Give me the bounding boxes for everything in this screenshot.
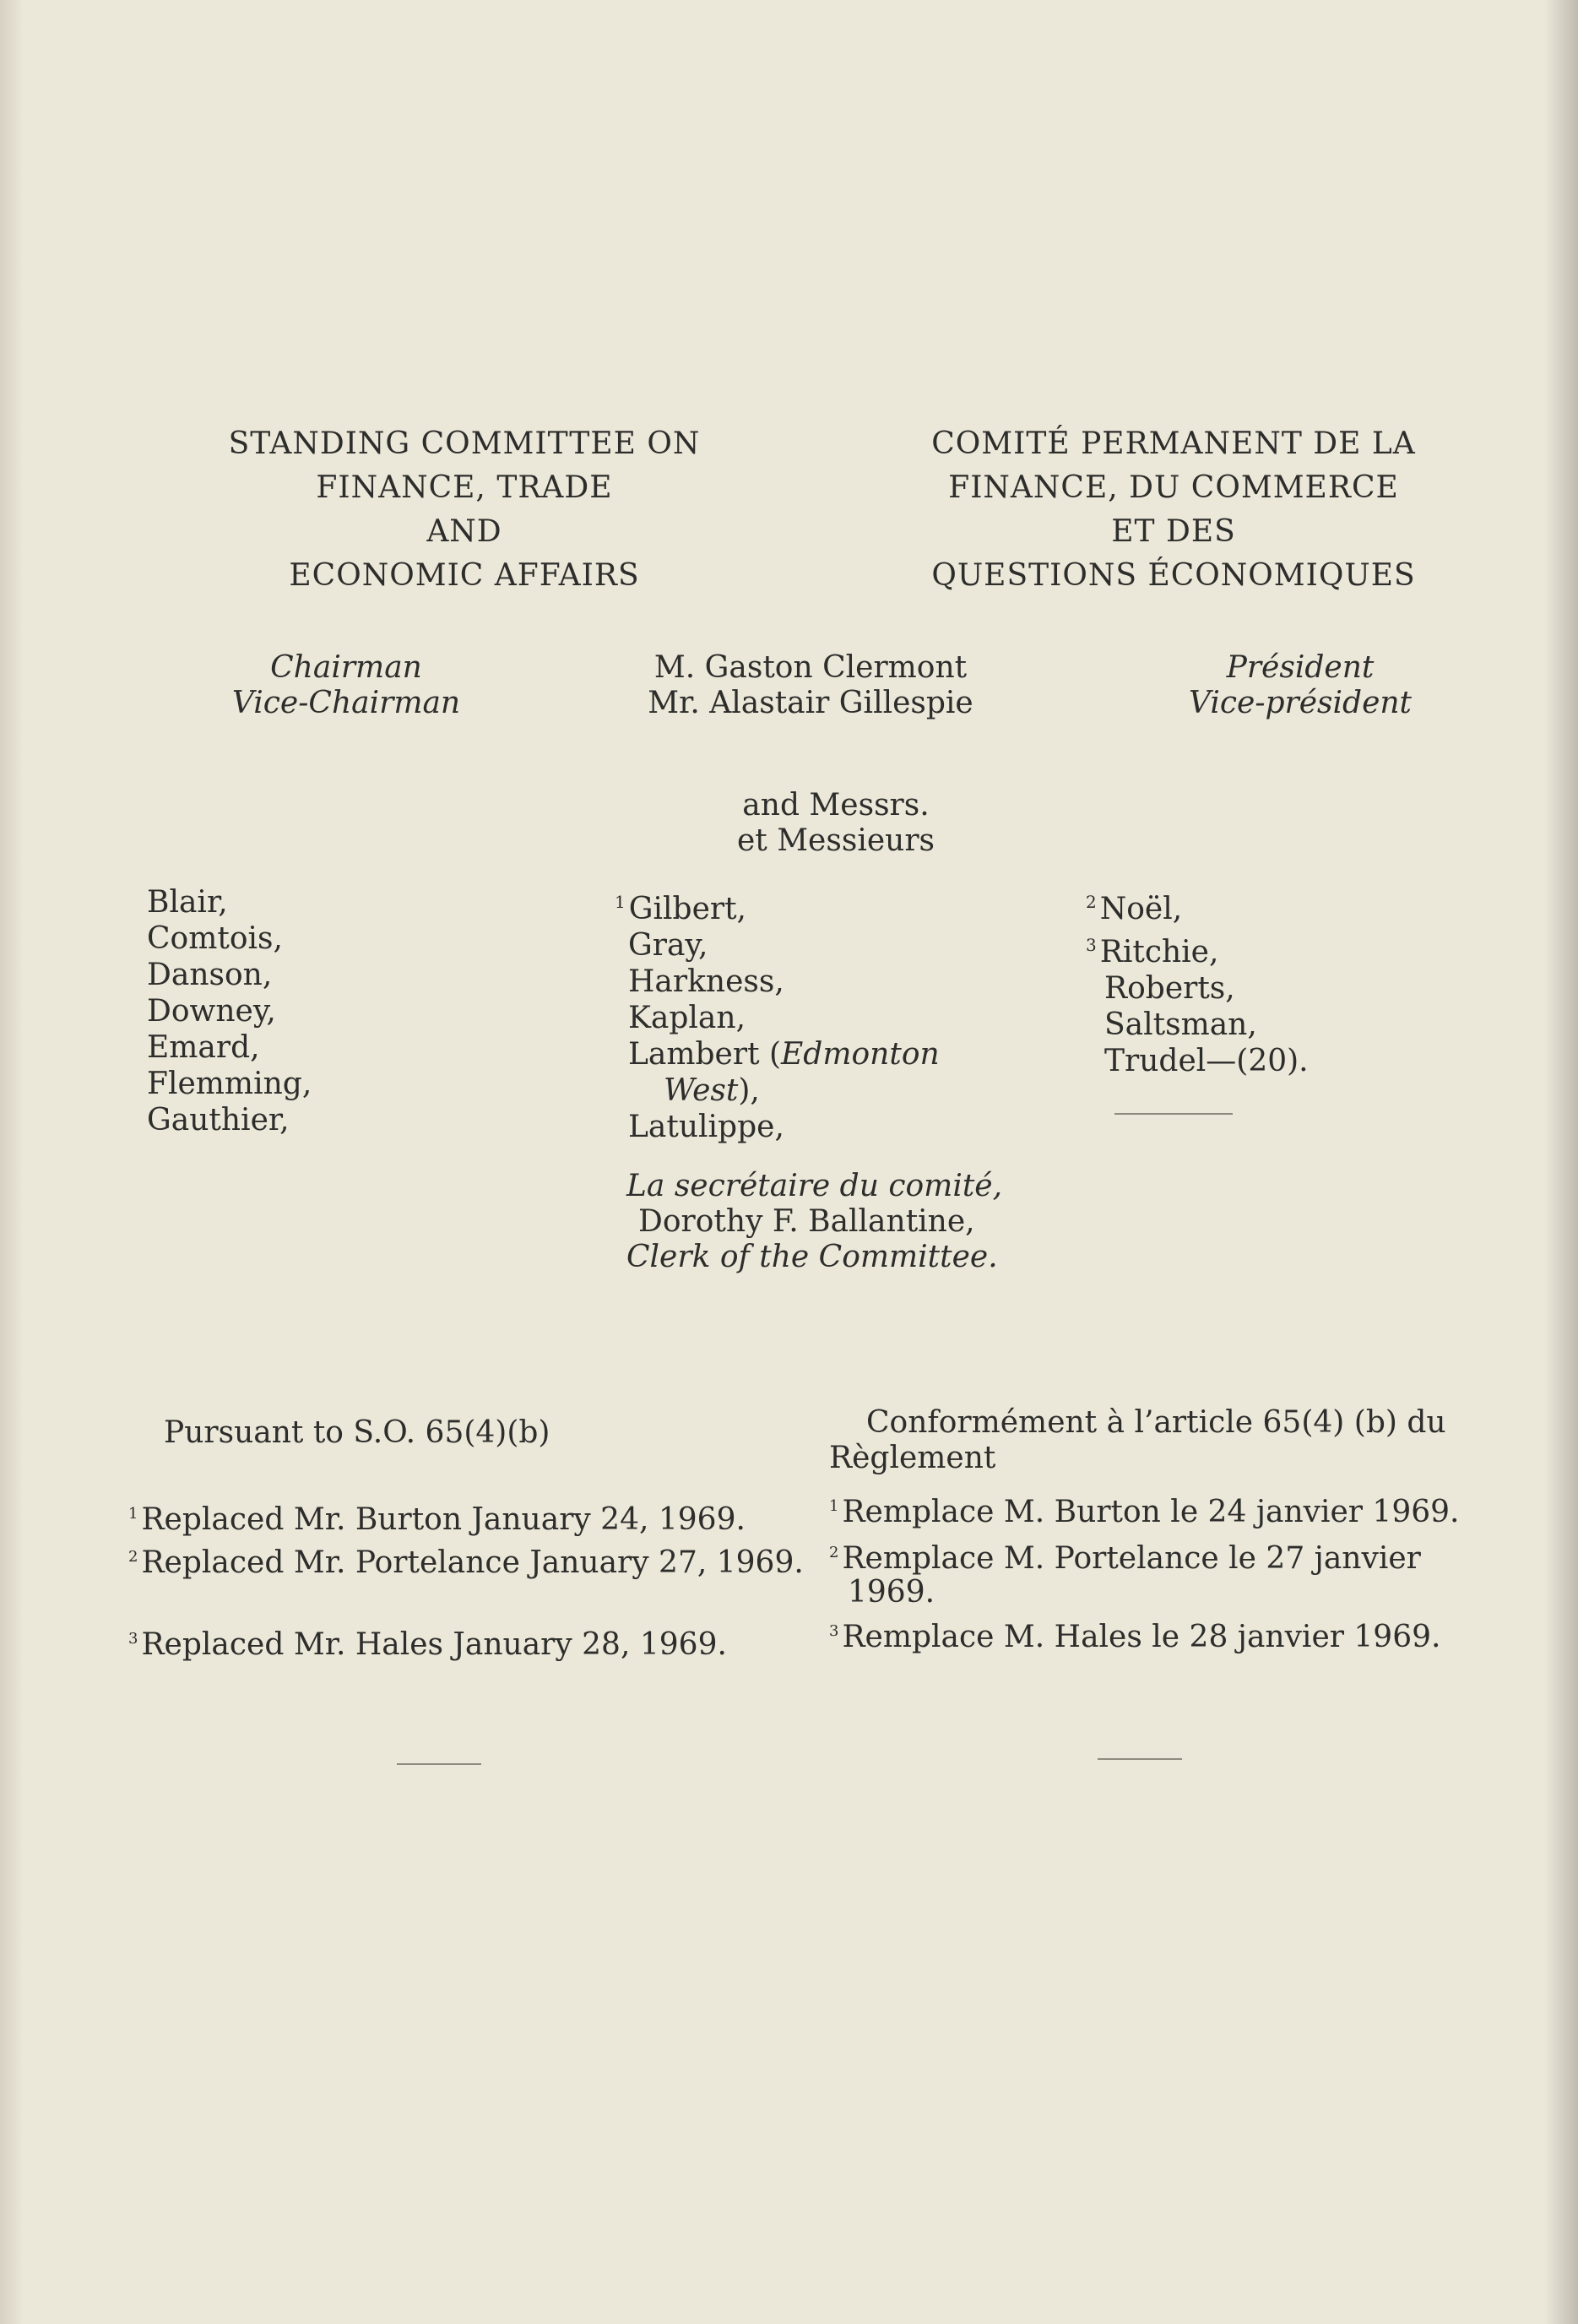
- divider-rule: [1098, 1758, 1182, 1760]
- members-column-3: [1086, 884, 1309, 1079]
- member-name: Gray,: [628, 928, 708, 963]
- officer-labels-fr: [1123, 650, 1478, 721]
- committee-title-en-line: STANDING COMMITTEE ON: [228, 426, 701, 461]
- committee-title-en-line: FINANCE, TRADE: [316, 470, 613, 505]
- pursuant-fr: [829, 1405, 1505, 1476]
- member-name: Gauthier,: [147, 1103, 290, 1138]
- pursuant-fr-line: Règlement: [829, 1441, 996, 1475]
- member-entry: [615, 1000, 940, 1036]
- member-name: Gilbert,: [628, 892, 746, 926]
- footnote-text: Remplace M. Hales le 28 janvier 1969.: [842, 1620, 1441, 1654]
- member-riding: Edmonton: [781, 1037, 940, 1072]
- member-name: Latulippe,: [628, 1110, 784, 1144]
- member-entry: [1086, 1007, 1309, 1043]
- member-entry: [615, 1109, 940, 1145]
- member-name: Downey,: [147, 994, 276, 1029]
- member-entry: [615, 927, 940, 964]
- committee-title-en-line: AND: [426, 514, 502, 549]
- footnote-fr: [829, 1613, 1460, 1656]
- footnote-fr: [829, 1488, 1460, 1531]
- footnote-text: Replaced Mr. Portelance January 27, 1969.: [141, 1545, 804, 1580]
- member-entry-lambert: [615, 1036, 940, 1072]
- committee-title-fr-line: COMITÉ PERMANENT DE LA: [931, 426, 1416, 461]
- footnote-fr: [829, 1577, 1460, 1608]
- chairman-name: M. Gaston Clermont: [653, 650, 968, 685]
- member-name: Noël,: [1099, 892, 1183, 926]
- vice-chairman-name: Mr. Alastair Gillespie: [648, 686, 973, 720]
- pursuant-fr-line: Conformément à l’article 65(4) (b) du: [866, 1405, 1446, 1440]
- member-entry: [615, 884, 940, 927]
- member-riding-close: ),: [738, 1073, 760, 1108]
- member-entry: [1086, 884, 1309, 927]
- committee-title-fr-line: QUESTIONS ÉCONOMIQUES: [931, 558, 1416, 593]
- footnote-en: [128, 1539, 804, 1582]
- member-entry: [1086, 1043, 1309, 1079]
- committee-title-en: [169, 422, 760, 598]
- footnote-en: [128, 1496, 804, 1539]
- members-intro-fr: et Messieurs: [736, 823, 935, 858]
- pursuant-en-text: Pursuant to S.O. 65(4)(b): [164, 1415, 550, 1450]
- member-name: Comtois,: [147, 921, 283, 956]
- footnote-text: Replaced Mr. Hales January 28, 1969.: [141, 1627, 727, 1662]
- members-intro-en: and Messrs.: [742, 788, 930, 823]
- clerk-title-fr: La secrétaire du comité,: [626, 1169, 1003, 1203]
- officer-labels-en: [169, 650, 523, 721]
- footnote-en: [128, 1621, 804, 1664]
- footnote-marker: 2: [1086, 892, 1097, 912]
- clerk-title-en: Clerk of the Committee.: [626, 1240, 998, 1274]
- member-name: Harkness,: [628, 964, 784, 999]
- president-label: Président: [1226, 650, 1375, 685]
- committee-title-fr-line: FINANCE, DU COMMERCE: [948, 470, 1399, 505]
- footnote-text: Remplace M. Portelance le 27 janvier: [842, 1541, 1421, 1576]
- member-entry: [615, 964, 940, 1000]
- members-intro: [675, 788, 996, 859]
- clerk-name: Dorothy F. Ballantine,: [638, 1204, 975, 1239]
- member-name: Danson,: [147, 958, 273, 992]
- footnote-marker: 1: [615, 892, 626, 912]
- member-name: Saltsman,: [1104, 1007, 1257, 1042]
- vice-president-label: Vice-président: [1188, 686, 1413, 720]
- member-name: Flemming,: [147, 1067, 312, 1101]
- committee-title-fr: [878, 422, 1469, 598]
- page-edge-shadow: [1544, 0, 1578, 2324]
- pursuant-en: [164, 1415, 550, 1451]
- footnote-marker: 1: [829, 1497, 839, 1515]
- clerk-block: [626, 1169, 1002, 1275]
- members-column-2: [615, 884, 940, 1145]
- footnote-text: Replaced Mr. Burton January 24, 1969.: [141, 1502, 746, 1537]
- footnote-marker: 3: [829, 1622, 839, 1640]
- footnote-marker: 3: [128, 1630, 138, 1648]
- page-binding-shadow: [0, 0, 24, 2324]
- divider-rule: [397, 1763, 481, 1765]
- divider-rule: [1114, 1113, 1233, 1115]
- footnotes-en: [128, 1496, 804, 1664]
- footnotes-fr: [829, 1488, 1460, 1656]
- member-entry: [1086, 970, 1309, 1007]
- committee-title-en-line: ECONOMIC AFFAIRS: [289, 558, 640, 593]
- members-column-1: [147, 884, 312, 1138]
- member-riding: West: [664, 1073, 739, 1108]
- member-name: Trudel—(20).: [1104, 1044, 1309, 1078]
- footnote-text: 1969.: [848, 1575, 935, 1610]
- officer-names: [608, 650, 1013, 721]
- footnote-fr: [829, 1534, 1460, 1577]
- member-entry: [1086, 927, 1309, 970]
- footnote-marker: 1: [128, 1505, 138, 1523]
- footnote-marker: 2: [128, 1548, 138, 1566]
- committee-title-fr-line: ET DES: [1111, 514, 1236, 549]
- member-entry-lambert-cont: [615, 1072, 940, 1109]
- chairman-label: Chairman: [270, 650, 422, 685]
- footnote-text: Remplace M. Burton le 24 janvier 1969.: [842, 1495, 1460, 1529]
- member-name: Roberts,: [1104, 971, 1235, 1006]
- member-name: Kaplan,: [628, 1001, 746, 1035]
- member-name: Blair,: [147, 885, 228, 920]
- member-name: Lambert (: [628, 1037, 782, 1072]
- footnote-marker: 3: [1086, 935, 1097, 955]
- vice-chairman-label: Vice-Chairman: [231, 686, 461, 720]
- member-name: Ritchie,: [1099, 935, 1219, 969]
- member-name: Emard,: [147, 1030, 260, 1065]
- footnote-marker: 2: [829, 1544, 839, 1561]
